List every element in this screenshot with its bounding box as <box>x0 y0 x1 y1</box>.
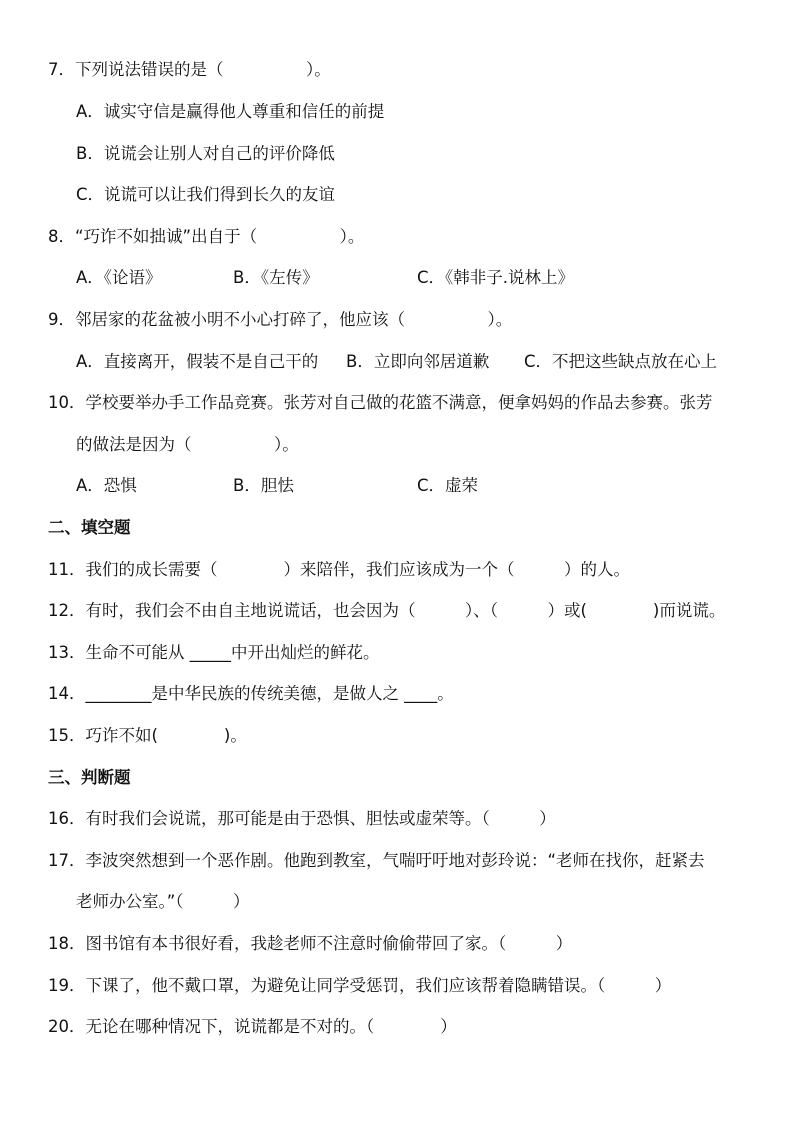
question-17-line-2: 老师办公室。”（ ） <box>76 892 250 911</box>
question-17-line-1: 17．李波突然想到一个恶作剧。他跑到教室，气喘吁吁地对彭玲说：“老师在找你，赶紧去 <box>48 851 705 870</box>
question-7-option-c: C．说谎可以让我们得到长久的友谊 <box>76 185 336 204</box>
question-20: 20．无论在哪种情况下，说谎都是不对的。（ ） <box>48 1017 457 1036</box>
question-8-stem: 8．“巧诈不如拙诚”出自于（ ）。 <box>48 227 365 246</box>
question-8-option-c: C．《韩非子.说林上》 <box>417 268 575 287</box>
question-10-stem-line-2: 的做法是因为（ ）。 <box>76 435 299 454</box>
section-heading-true-false: 三、判断题 <box>48 768 131 787</box>
question-9-stem: 9．邻居家的花盆被小明不小心打碎了，他应该（ ）。 <box>48 310 513 329</box>
question-11: 11．我们的成长需要（ ）来陪伴，我们应该成为一个（ ）的人。 <box>48 560 630 579</box>
question-7-option-b: B．说谎会让别人对自己的评价降低 <box>76 144 335 163</box>
question-9-option-a: A．直接离开，假装不是自己干的 <box>76 352 319 371</box>
question-10-option-b: B．胆怯 <box>233 476 294 495</box>
question-8-option-b: B．《左传》 <box>233 268 319 287</box>
question-16: 16．有时我们会说谎，那可能是由于恐惧、胆怯或虚荣等。（ ） <box>48 809 556 828</box>
question-12: 12．有时，我们会不由自主地说谎话，也会因为（ ）、（ ）或( )而说谎。 <box>48 601 726 620</box>
question-18: 18．图书馆有本书很好看，我趁老师不注意时偷偷带回了家。（ ） <box>48 934 573 953</box>
question-14: 14．________是中华民族的传统美德，是做人之 ____。 <box>48 684 454 703</box>
section-heading-fill-in: 二、填空题 <box>48 518 131 537</box>
question-10-option-a: A．恐惧 <box>76 476 137 495</box>
question-10-option-c: C．虚荣 <box>417 476 479 495</box>
question-7-stem: 7．下列说法错误的是（ ）。 <box>48 60 331 79</box>
question-15: 15．巧诈不如( )。 <box>48 726 247 745</box>
question-9-option-b: B．立即向邻居道歉 <box>346 352 490 371</box>
question-19: 19．下课了，他不戴口罩，为避免让同学受惩罚，我们应该帮着隐瞒错误。（ ） <box>48 976 672 995</box>
question-9-option-c: C．不把这些缺点放在心上 <box>524 352 718 371</box>
question-10-stem-line-1: 10．学校要举办手工作品竞赛。张芳对自己做的花篮不满意，便拿妈妈的作品去参赛。张芳 <box>48 393 713 412</box>
question-8-option-a: A．《论语》 <box>76 268 162 287</box>
question-13: 13．生命不可能从 _____中开出灿烂的鲜花。 <box>48 643 380 662</box>
question-7-option-a: A．诚实守信是赢得他人尊重和信任的前提 <box>76 102 385 121</box>
